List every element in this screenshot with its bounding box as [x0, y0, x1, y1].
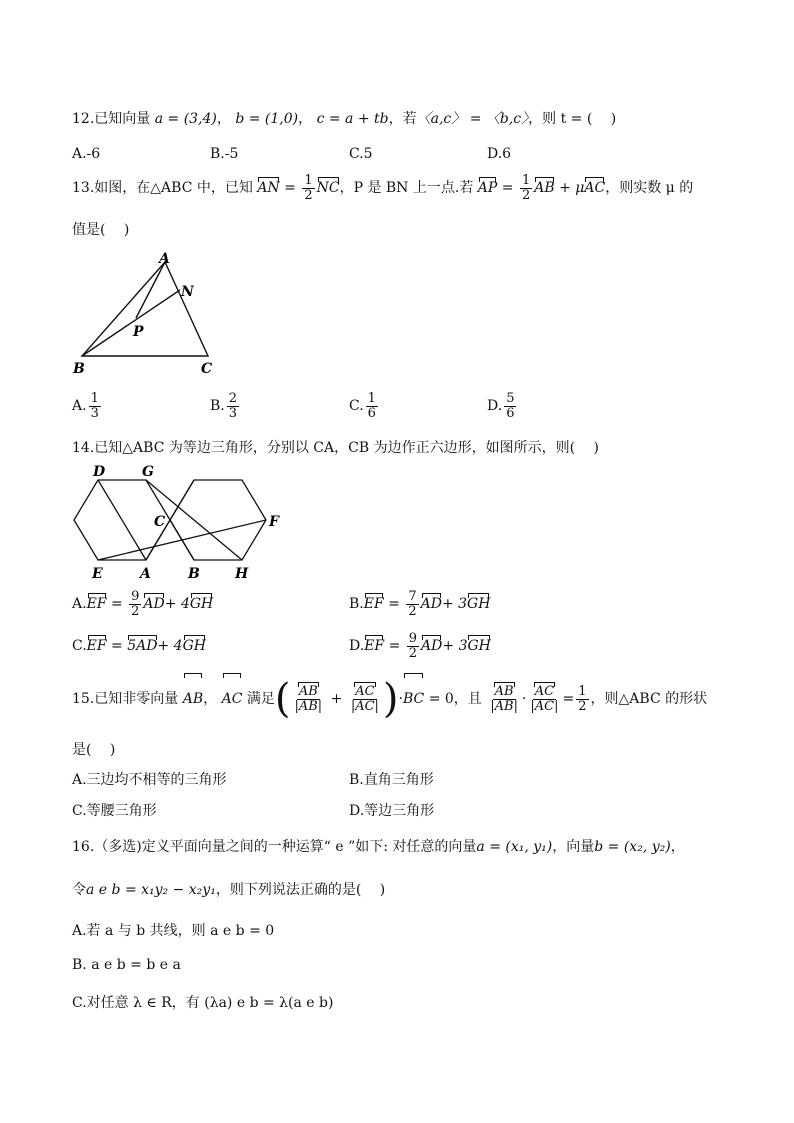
q14-opt-b-label: B. — [349, 596, 364, 613]
q14-opt-d-gh: GH — [467, 638, 491, 655]
q15-paren-open: ( — [274, 676, 291, 722]
q14-opt-a-den: 2 — [131, 603, 140, 619]
q14-opt-b-den: 2 — [408, 603, 417, 619]
q14-opt-b-frac — [406, 590, 418, 618]
q15-frac-ab2-num: AB — [494, 683, 514, 699]
q15-frac-ac-den: |AC| — [350, 698, 379, 714]
q12-cond-pre: ，若 — [388, 111, 417, 127]
q15-pre: 15.已知非零向量 — [72, 691, 179, 707]
q16-option-c[interactable] — [72, 992, 333, 1012]
q12-text: 12.已知向量 — [72, 111, 151, 127]
q13-label-n: N — [181, 284, 194, 300]
q16-mid: ，向量 — [552, 839, 595, 855]
q13-frac-half — [302, 174, 314, 202]
q13-option-c[interactable] — [349, 392, 380, 420]
q14-opt-c-ef: EF — [86, 638, 107, 654]
q16-option-b[interactable] — [72, 957, 181, 973]
q13-opt-b-den: 3 — [228, 405, 238, 421]
q13-opt-c-frac — [366, 392, 378, 420]
q14-label-b: B — [188, 566, 200, 582]
q15-eq0: = 0，且 — [428, 691, 482, 707]
q12-option-b-label: B.-5 — [210, 146, 239, 162]
q13-mu-tail: ，则实数 μ 的 — [605, 180, 694, 197]
q14-option-a[interactable]: A.EF = $\frac{9}{2}$ AD+ 4GH — [72, 589, 214, 619]
q14-option-d[interactable]: D.EF = $\frac{9}{2}$ AD+ 3GH — [349, 631, 491, 661]
q13-opt-c-label: C. — [349, 398, 364, 415]
q13-option-b[interactable] — [210, 392, 241, 420]
q13-line2 — [72, 219, 129, 239]
q15-option-b[interactable] — [349, 769, 434, 789]
q14-label-c: C — [154, 514, 166, 530]
q14-hexagon-right — [170, 480, 266, 560]
q13-vec-ac: AC — [584, 180, 606, 197]
q14-line-da — [98, 480, 146, 560]
q12-option-a-label: A.-6 — [72, 146, 101, 162]
q15-vec-bc: BC — [403, 676, 424, 722]
q13-opt-d-num: 5 — [506, 391, 515, 406]
q13-opt-b-num: 2 — [228, 391, 238, 406]
q12-option-a[interactable] — [72, 146, 100, 162]
q13-opt-a-den: 3 — [90, 405, 99, 421]
q15-eq: = — [562, 691, 575, 707]
q14-option-c[interactable]: C.EF = 5AD+ 4GH — [72, 638, 206, 654]
q14-opt-b-plus: + 3 — [441, 596, 468, 613]
q14-stem — [72, 437, 599, 457]
q15-line2 — [72, 739, 115, 759]
q16-line2-op: a e b = x₁y₂ − x₂y₁ — [86, 882, 216, 898]
q15-frac-ac2-den: |AC| — [530, 698, 559, 714]
q12-cond: 〈a,c〉 = 〈b,c〉 — [416, 111, 529, 127]
q13-frac-half-2 — [520, 174, 532, 202]
q16-line2 — [72, 879, 385, 899]
q14-opt-b-ad: AD — [420, 596, 442, 613]
q15-frac-ac-num: AC — [355, 683, 375, 699]
q13-vec-an: AN — [257, 180, 280, 197]
q14-opt-a-frac — [129, 590, 141, 618]
q12-option-b[interactable] — [210, 146, 238, 162]
q13-opt-b-label: B. — [210, 398, 225, 415]
q15-frac-ac2-num: AC — [534, 683, 555, 699]
q12-option-d[interactable] — [487, 146, 511, 162]
q15-frac-half — [576, 685, 588, 713]
q12-c: c = a + tb — [316, 111, 389, 127]
q12-option-c[interactable] — [349, 146, 373, 162]
q13-opt-d-frac — [504, 392, 516, 420]
q13-label-c: C — [201, 361, 213, 377]
q14-opt-a-label: A. — [72, 596, 87, 613]
q15-option-a[interactable] — [72, 769, 227, 789]
q14-opt-c-plus: + 4 — [157, 638, 183, 654]
q13-opt-a-frac — [89, 392, 101, 420]
q12-stem: 12.已知向量 a = (3,4)， b = (1,0)， c = a + tb，若〈a,c〉 = 〈b,c〉，则 t = ( ) — [72, 111, 617, 127]
q16-line1 — [72, 836, 685, 856]
q14-opt-a-num: 9 — [131, 589, 140, 604]
q14-line-ef — [98, 520, 266, 560]
q12-b: b = (1,0) — [235, 111, 299, 127]
q14-label-h: H — [235, 566, 249, 582]
q15-frac-ab — [292, 685, 324, 713]
q16-b-def: b = (x₂, y₂) — [594, 839, 671, 855]
q15-paren-close: ) — [382, 676, 399, 722]
q16-opt-a-label: A.若 a 与 b 共线，则 a e b = 0 — [72, 923, 275, 939]
q13-half2-den: 2 — [521, 187, 531, 203]
q14-opt-a-ef: EF — [86, 596, 107, 613]
q12-a: a = (3,4) — [154, 111, 217, 127]
q15-opt-d-label: D.等边三角形 — [349, 803, 435, 819]
q16-a-def: a = (x₁, y₁) — [476, 839, 553, 855]
q16-line2-pre: 令 — [72, 882, 86, 898]
q14-opt-d-label: D. — [349, 638, 365, 655]
q13-opt-b-frac — [227, 392, 239, 420]
q14-label-f: F — [269, 514, 279, 530]
q16-line1-text: 16.（多选)定义平面向量之间的一种运算“ e ”如下: 对任意的向量 — [72, 839, 477, 855]
q15-half-num: 1 — [578, 683, 587, 699]
q13-label-a: A — [159, 251, 170, 267]
q16-line2-tail: ，则下列说法正确的是( ) — [215, 882, 386, 898]
q15-opt-b-label: B.直角三角形 — [349, 772, 434, 788]
q13-opt-c-den: 6 — [367, 405, 376, 421]
q13-half-num: 1 — [304, 173, 313, 188]
q15-opt-a-label: A.三边均不相等的三角形 — [72, 772, 227, 788]
q15-line2-text: 是( ) — [72, 742, 116, 758]
q13-option-d[interactable] — [487, 392, 518, 420]
q13-line2-text: 值是( ) — [72, 222, 130, 238]
q15-frac-ab-num: AB — [298, 683, 318, 699]
q14-opt-d-frac — [407, 632, 419, 660]
q14-opt-c-gh: GH — [182, 638, 206, 654]
q13-opt-a-num: 1 — [90, 391, 99, 406]
q14-figure — [66, 460, 296, 582]
q15-frac-ab2-den: |AB| — [490, 698, 518, 714]
q13-opt-d-den: 6 — [506, 405, 515, 421]
q14-label-d: D — [93, 464, 106, 480]
q13-vec-ab: AB — [534, 180, 555, 197]
q16-opt-b-label: B. a e b = b e a — [72, 957, 181, 973]
q14-opt-d-plus: + 3 — [442, 638, 468, 655]
q14-option-b[interactable]: B.EF = $\frac{7}{2}$ AD+ 3GH — [349, 589, 491, 619]
q14-label-e: E — [92, 566, 103, 582]
q13-option-a[interactable] — [72, 392, 103, 420]
q15-frac-ac-2 — [528, 685, 560, 713]
q13-p-on: ，P 是 BN 上一点.若 — [339, 180, 474, 197]
q15-frac-ac — [349, 685, 381, 713]
q13-vec-ap: AP — [477, 180, 498, 197]
q15-vec-ac: AC — [222, 676, 243, 722]
q14-opt-d-num: 9 — [408, 631, 418, 646]
q15-option-c[interactable] — [72, 800, 157, 820]
q16-opt-c-label: C.对任意 λ ∈ R，有 (λa) e b = λ(a e b) — [72, 995, 334, 1011]
q14-stem-text: 14.已知△ABC 为等边三角形，分别以 CA，CB 为边作正六边形，如图所示，则( ) — [72, 440, 599, 456]
q13-vec-nc: NC — [316, 180, 340, 197]
q13-opt-d-label: D. — [487, 398, 503, 415]
q14-opt-d-den: 2 — [408, 645, 418, 661]
q13-label-b: B — [73, 361, 85, 377]
q13-label-p: P — [133, 324, 144, 340]
q16-option-a[interactable] — [72, 920, 274, 940]
q14-opt-c-label: C. — [72, 638, 87, 654]
q13-triangle — [82, 262, 208, 356]
q15-vec-ab: AB — [183, 676, 203, 722]
q15-half-den: 2 — [578, 698, 587, 714]
q15-frac-ab-2 — [488, 685, 520, 713]
q15-mid: 满足 — [246, 691, 275, 707]
q15-tail: ，则△ABC 的形状 — [590, 691, 708, 707]
q13-text: 13.如图，在△ABC 中，已知 — [72, 180, 253, 197]
q15-opt-c-label: C.等腰三角形 — [72, 803, 157, 819]
q16-end: ， — [670, 839, 685, 855]
q12-option-c-label: C.5 — [349, 146, 373, 162]
q14-opt-a-gh: GH — [189, 596, 214, 613]
q14-opt-a-ad: AD — [143, 596, 165, 613]
q14-opt-a-plus: + 4 — [164, 596, 190, 613]
q14-opt-c-ad: 5AD — [127, 638, 158, 654]
q14-label-g: G — [142, 464, 154, 480]
q15-frac-ab-den: |AB| — [294, 698, 323, 714]
q14-opt-b-gh: GH — [467, 596, 491, 613]
q14-opt-d-ad: AD — [421, 638, 443, 655]
q13-half2-num: 1 — [521, 173, 531, 188]
q13-opt-c-num: 1 — [367, 391, 376, 406]
q13-half-den: 2 — [304, 187, 313, 203]
q13-opt-a-label: A. — [72, 398, 87, 415]
q15-option-d[interactable] — [349, 800, 434, 820]
q14-opt-b-num: 7 — [408, 589, 417, 604]
q14-label-a: A — [140, 566, 151, 582]
q14-opt-b-ef: EF — [363, 596, 384, 613]
q14-opt-d-ef: EF — [364, 638, 385, 655]
q13-stem: 13.如图，在△ABC 中，已知 AN = $\frac{1}{2}$ NC，P 是 BN 上一点.若 AP = $\frac{1}{2}$ AB + μAC，则实数 μ 的 — [72, 173, 694, 203]
q12-option-d-label: D.6 — [487, 146, 512, 162]
q15-stem: 15.已知非零向量 AB， AC 满足( $\frac{AB}{|AB|}$ + $\frac{AC}{|AC|}$ )·BC = 0，且 $\frac{AB}{|AB|}$ · $\frac{AC}{|AC|}$ = $\frac{1}{2}$ ，则△ABC 的形状 — [72, 676, 708, 722]
q13-figure — [70, 248, 220, 378]
q12-tail: ，则 t = ( ) — [528, 111, 617, 127]
